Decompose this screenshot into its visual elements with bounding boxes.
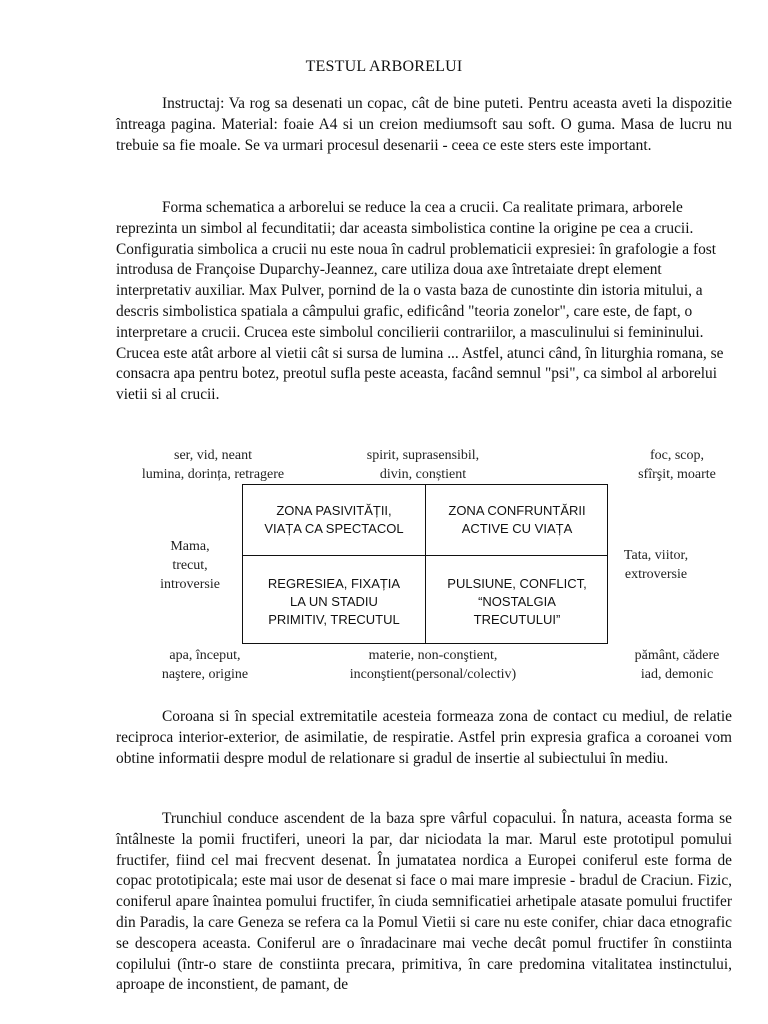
paragraph-cross-symbolism: Forma schematica a arborelui se reduce la cea a crucii. Ca realitate primara, arborele reprezinta un simbol al fecunditatii; dar aceasta simbolistica contine la origine pe cea a crucii. Configuratia simbolica a crucii nu este noua în cadrul problematicii expresiei: în grafologie a fost introdusa de Françoise Duparchy-Jeannez, care utiliza doua axe întretaiate drept element interpretativ auxiliar. Max Pulver, pornind de la o vasta baza de cunostinte din istoria mitului, a descris simbolistica spatiala a câmpului grafic, edificând "teoria zonelor", care este, de fapt, o interpretare a crucii. Crucea este simbolul concilierii contrariilor, a masculinului si femininului. Crucea este atât arbore al vietii cât si sursa de lumina ... Astfel, atunci când, în liturghia romana, se consacra apa pentru botez, preotul sufla peste aceasta, facând semnul "psi", ca simbol al arborelui vietii si al crucii. bbox=[116, 199, 724, 404]
label-top-center: spirit, suprasensibil, divin, conștient bbox=[366, 448, 480, 482]
label-top-right: foc, scop, sfîrşit, moarte bbox=[638, 448, 716, 482]
grid-horizontal-axis bbox=[243, 555, 607, 556]
document-title: TESTUL ARBORELUI bbox=[305, 58, 463, 75]
label-left: Mama, trecut, introversie bbox=[160, 539, 220, 592]
zone-passivity-cell: ZONA PASIVITĂȚII, VIAȚA CA SPECTACOL bbox=[264, 503, 404, 536]
paragraph-instructions: Instructaj: Va rog sa desenati un copac, cât de bine puteti. Pentru aceasta aveti la dispozitie întreaga pagina. Material: foaie A4 si un creion mediumsoft sau soft. O guma. Masa de lucru nu trebuie sa fie moale. Se va urmari procesul desenarii - ceea ce este sters este important. bbox=[116, 95, 732, 154]
zones-grid bbox=[242, 484, 608, 644]
label-right: Tata, viitor, extroversie bbox=[623, 548, 689, 582]
label-bottom-center: materie, non-conştient, inconştient(personal/colectiv) bbox=[349, 648, 517, 682]
paragraph-crown: Coroana si în special extremitatile acesteia formeaza zona de contact cu mediul, de relatie reciproca interior-exterior, de asimilatie, de respiratie. Astfel prin expresia grafica a coroanei vom obtine informatii despre modul de relationare si gradul de insertie al subiectului în mediu. bbox=[116, 708, 732, 767]
zone-regression-cell: REGRESIEA, FIXAȚIA LA UN STADIU PRIMITIV, TRECUTUL bbox=[267, 576, 401, 627]
zone-confrontation-cell: ZONA CONFRUNTĂRII ACTIVE CU VIAȚA bbox=[448, 503, 586, 536]
label-bottom-right: pământ, cădere iad, demonic bbox=[634, 648, 720, 682]
paragraph-trunk: Trunchiul conduce ascendent de la baza spre vârful copacului. În natura, aceasta forma se întâlneste la pomii fructiferi, uneori la par, dar niciodata la mar. Marul este prototipul pomului fructifer, fiind cel mai frecvent desenat. În jumatatea nordica a Europei coniferul este forma de copac prototipicala; este mai usor de desenat si face o mai mare impresie - bradul de Craciun. Fizic, coniferul apare înaintea pomului fructifer, în ciuda semnificatiei arhetipale atasate pomului fructifer din Paradis, la care Geneza se refera ca la Pomul Vietii si care nu este conifer, chiar daca etnografic se descopera aceasta. Coniferul are o înradacinare mai veche decât pomul fructifer în constiinta copilului (într-o stare de constiinta precara, primitiva, în care predomina vitalitatea instinctului, aproape de inconstient, de pamant, de bbox=[116, 810, 732, 994]
label-top-left: ser, vid, neant lumina, dorința, retragere bbox=[141, 448, 285, 482]
label-bottom-left: apa, început, naştere, origine bbox=[161, 648, 249, 682]
zone-pulsion-cell: PULSIUNE, CONFLICT, “NOSTALGIA TRECUTULUI” bbox=[447, 576, 587, 627]
